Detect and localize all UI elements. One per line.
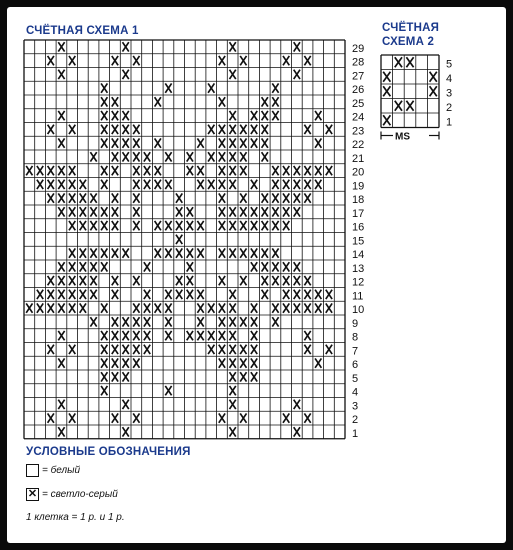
chart1-row-label: 23 xyxy=(352,125,365,138)
repeat-bracket xyxy=(381,132,439,143)
chart1-row-label: 18 xyxy=(352,194,365,206)
chart1-row-label: 13 xyxy=(352,262,365,275)
chart1-row-label: 15 xyxy=(352,235,365,248)
chart1-row-label: 27 xyxy=(352,70,365,83)
legend-white-swatch xyxy=(26,464,39,477)
chart1-row-label: 20 xyxy=(352,166,365,179)
chart2-row-label: 5 xyxy=(446,58,453,71)
chart1-row-label: 16 xyxy=(352,221,365,234)
chart2-title-line1: СЧЁТНАЯ xyxy=(382,22,440,34)
repeat-label: MS xyxy=(395,131,410,143)
chart1-row-label: 9 xyxy=(352,317,359,330)
chart1-row-label: 5 xyxy=(352,372,359,385)
chart2-row-label: 2 xyxy=(446,102,453,114)
chart1-row-label: 19 xyxy=(352,180,365,193)
chart1-row-label: 6 xyxy=(352,359,359,371)
legend-white-label: = белый xyxy=(42,464,81,476)
chart2-title-line2: СХЕМА 2 xyxy=(382,36,435,48)
chart1-cells xyxy=(24,40,364,440)
chart1-row-label: 28 xyxy=(352,56,365,69)
legend-gray xyxy=(26,487,118,501)
legend-gray-label: = светло-серый xyxy=(42,488,118,500)
chart1-row-label: 21 xyxy=(352,152,365,165)
chart1-row-label: 8 xyxy=(352,331,359,344)
chart1-row-label: 7 xyxy=(352,345,359,358)
legend-note: 1 клетка = 1 р. и 1 р. xyxy=(26,512,125,523)
legend-white xyxy=(26,463,80,477)
chart1-row-label: 17 xyxy=(352,207,365,220)
chart2-cells xyxy=(381,55,452,129)
chart1-row-label: 25 xyxy=(352,97,365,110)
chart1-row-label: 10 xyxy=(352,304,365,316)
chart1-row-label: 11 xyxy=(352,290,364,303)
chart2-row-label: 1 xyxy=(446,116,453,129)
chart2-row-label: 4 xyxy=(446,73,453,85)
chart2-row-label: 3 xyxy=(446,87,453,100)
chart1-title: СЧЁТНАЯ СХЕМА 1 xyxy=(26,25,139,37)
chart1-row-label: 12 xyxy=(352,276,365,289)
chart1-row-label: 3 xyxy=(352,400,359,413)
legend-title: УСЛОВНЫЕ ОБОЗНАЧЕНИЯ xyxy=(26,446,191,458)
chart1-row-label: 26 xyxy=(352,84,365,96)
chart1-row-label: 22 xyxy=(352,139,365,151)
chart1-row-label: 29 xyxy=(352,42,365,55)
chart1-row-label: 4 xyxy=(352,386,359,399)
chart1-row-label: 1 xyxy=(352,427,359,440)
legend-gray-swatch xyxy=(26,488,39,501)
chart1-row-label: 14 xyxy=(352,249,365,261)
cross-icon: ✕ xyxy=(27,487,38,500)
chart1-row-label: 24 xyxy=(352,111,365,124)
chart1-row-label: 2 xyxy=(352,414,359,426)
